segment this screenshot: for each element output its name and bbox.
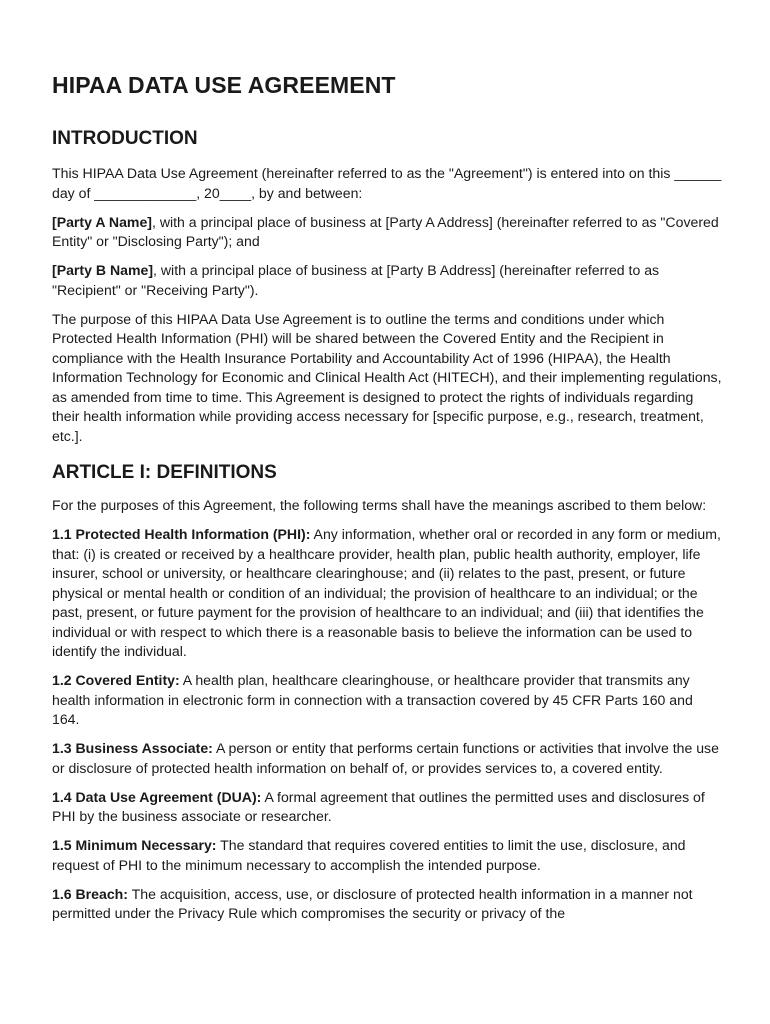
definition-text: Any information, whether oral or recorded in any form or medium, that: (i) is created or received by a healthcare provider, health plan, public health authority, employer, life insurer, school or university, or healthcare clearinghouse; and (ii) relates to the past, present, or future physical or mental health or condition of an individual; the provision of healthcare to an individual; or the past, present, or future payment for the provision of healthcare to an individual; and (iii) that identifies the individual or with respect to which there is a reasonable basis to believe the information can be used to identify the individual. <box>52 526 721 659</box>
document-title: HIPAA DATA USE AGREEMENT <box>52 72 396 98</box>
definition-1-3 <box>52 739 724 778</box>
party-a-name: [Party A Name] <box>52 213 152 230</box>
definition-text: The standard that requires covered entities to limit the use, disclosure, and request of PHI to the minimum necessary to accomplish the intended purpose. <box>52 837 686 873</box>
definition-1-4 <box>52 788 724 827</box>
purpose-paragraph: The purpose of this HIPAA Data Use Agreement is to outline the terms and conditions under which Protected Health Information (PHI) will be shared between the Covered Entity and the Recipient in compliance with the Health Insurance Portability and Accountability Act of 1996 (HIPAA), the Health Information Technology for Economic and Clinical Health Act (HITECH), and their implementing regulations, as amended from time to time. This Agreement is designed to protect the rights of individuals regarding their health information while providing access necessary for [specific purpose, e.g., research, treatment, etc.]. <box>52 310 722 444</box>
party-b-name: [Party B Name] <box>52 262 154 278</box>
introduction-heading: INTRODUCTION <box>52 128 198 149</box>
definition-1-6 <box>52 885 724 924</box>
definition-term: 1.3 Business Associate: <box>52 740 213 756</box>
definition-1-2 <box>52 671 724 730</box>
definition-1-1 <box>52 525 724 662</box>
intro-paragraph: This HIPAA Data Use Agreement (hereinafter referred to as the "Agreement") is entered into on this ______ day of _____________, 20____, by and between: <box>52 165 722 201</box>
definition-1-5 <box>52 836 724 875</box>
party-a-paragraph <box>52 213 724 252</box>
definition-term: 1.4 Data Use Agreement (DUA): <box>52 788 262 805</box>
definition-term: 1.1 Protected Health Information (PHI): <box>52 526 311 542</box>
document-page <box>52 70 724 933</box>
article-1-intro: For the purposes of this Agreement, the following terms shall have the meanings ascribed to them below: <box>52 497 707 513</box>
definition-term: 1.6 Breach: <box>52 885 128 902</box>
party-b-text: , with a principal place of business at [Party B Address] (hereinafter referred to as "Recipient" or "Receiving Party"). <box>52 262 660 298</box>
party-b-paragraph <box>52 261 724 300</box>
definition-term: 1.5 Minimum Necessary: <box>52 837 217 853</box>
definition-text: The acquisition, access, use, or disclosure of protected health information in a manner not permitted under the Privacy Rule which compromises the security or privacy of the <box>52 885 693 921</box>
definition-text: A health plan, healthcare clearinghouse, or healthcare provider that transmits any health information in electronic form in connection with a transaction covered by 45 CFR Parts 160 and 164. <box>52 672 693 727</box>
party-a-text: , with a principal place of business at [Party A Address] (hereinafter referred to as "Covered Entity" or "Disclosing Party"); and <box>52 213 719 249</box>
definition-text: A person or entity that performs certain functions or activities that involve the use or disclosure of protected health information on behalf of, or provides services to, a covered entity. <box>52 740 719 776</box>
definition-text: A formal agreement that outlines the permitted uses and disclosures of PHI by the business associate or researcher. <box>52 788 705 824</box>
definition-term: 1.2 Covered Entity: <box>52 672 180 688</box>
article-1-heading: ARTICLE I: DEFINITIONS <box>52 462 277 483</box>
